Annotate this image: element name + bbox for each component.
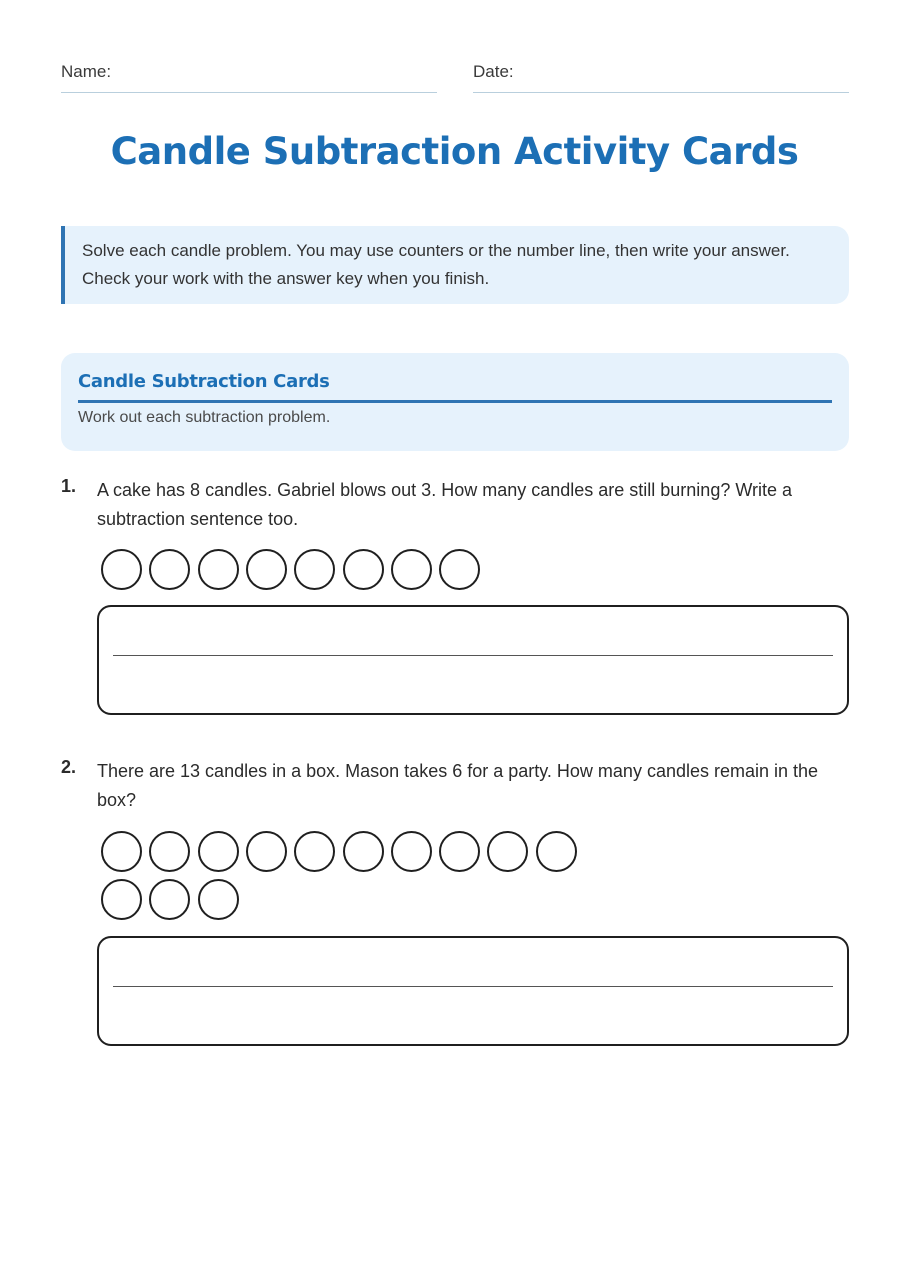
counter-circle[interactable]	[343, 831, 384, 872]
counter-circle[interactable]	[343, 549, 384, 590]
counter-circle[interactable]	[101, 549, 142, 590]
problem-2	[61, 757, 849, 1047]
name-field[interactable]	[61, 62, 437, 93]
problem-number: 1.	[61, 476, 77, 496]
section-title: Candle Subtraction Cards	[78, 371, 832, 403]
counter-circle[interactable]	[101, 831, 142, 872]
problem-text: A cake has 8 candles. Gabriel blows out 3. How many candles are still burning? Write a subtraction sentence too.	[97, 480, 793, 529]
counter-circle[interactable]	[246, 549, 287, 590]
answer-box[interactable]	[97, 605, 849, 715]
date-field[interactable]	[473, 62, 849, 93]
section-subtitle: Work out each subtraction problem.	[78, 409, 331, 426]
instructions-box: Solve each candle problem. You may use counters or the number line, then write your answer. Check your work with the answer key when you finish.	[61, 226, 849, 304]
page-title: Candle Subtraction Activity Cards	[110, 130, 799, 173]
counter-circle[interactable]	[198, 879, 239, 920]
counter-circle[interactable]	[294, 549, 335, 590]
answer-line	[113, 986, 833, 987]
counter-circle[interactable]	[198, 831, 239, 872]
counter-circle[interactable]	[246, 831, 287, 872]
counter-circle[interactable]	[149, 831, 190, 872]
counter-circle[interactable]	[198, 549, 239, 590]
counter-circles	[101, 549, 601, 594]
counter-circle[interactable]	[439, 549, 480, 590]
problem-1	[61, 476, 849, 716]
counter-circle[interactable]	[101, 879, 142, 920]
counter-circle[interactable]	[294, 831, 335, 872]
answer-line	[113, 655, 833, 656]
counter-circles	[101, 831, 601, 921]
answer-box[interactable]	[97, 936, 849, 1046]
date-label: Date:	[473, 62, 514, 81]
counter-circle[interactable]	[149, 879, 190, 920]
problem-number: 2.	[61, 757, 77, 777]
counter-circle[interactable]	[391, 549, 432, 590]
counter-circle[interactable]	[391, 831, 432, 872]
counter-circle[interactable]	[149, 549, 190, 590]
counter-circle[interactable]	[439, 831, 480, 872]
header-fields	[61, 62, 849, 92]
problem-text: There are 13 candles in a box. Mason takes 6 for a party. How many candles remain in the box?	[97, 761, 819, 810]
counter-circle[interactable]	[536, 831, 577, 872]
counter-circle[interactable]	[487, 831, 528, 872]
section-header	[61, 353, 849, 451]
name-label: Name:	[61, 62, 112, 81]
